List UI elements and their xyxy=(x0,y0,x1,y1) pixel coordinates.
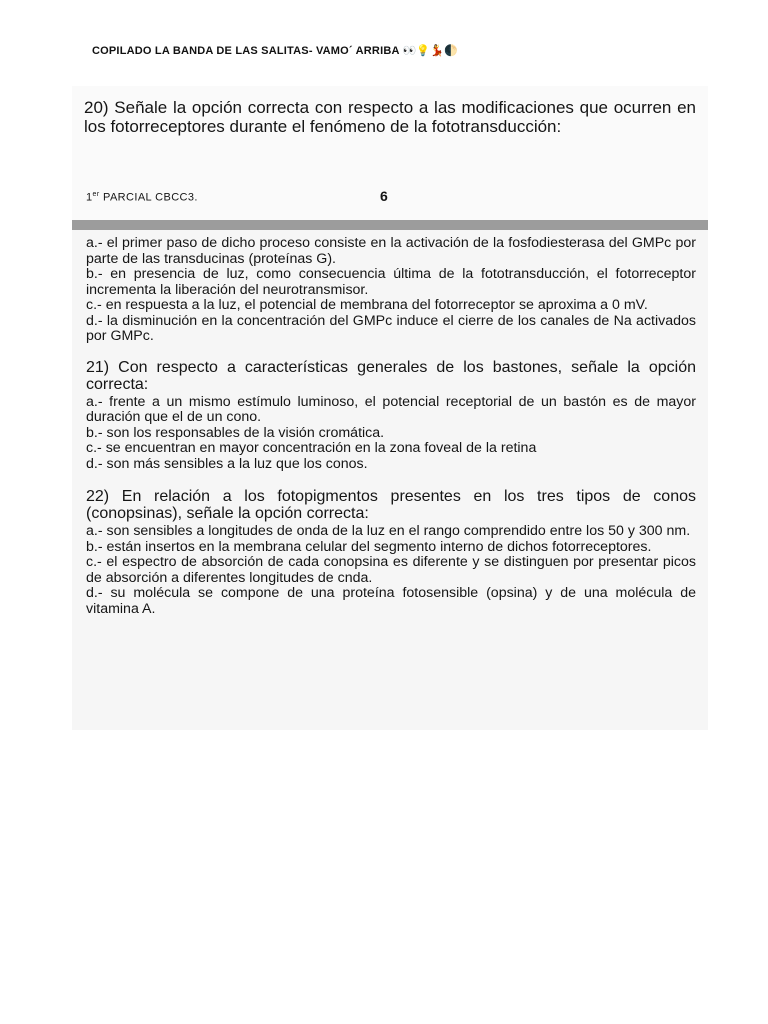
page-footer-label xyxy=(86,191,198,204)
page-number: 6 xyxy=(380,188,388,204)
question-22-option-d: d.- su molécula se compone de una proteína fotosensible (opsina) y de una molécula de vitamina A. xyxy=(86,585,696,617)
question-22-option-b: b.- están insertos en la membrana celular del segmento interno de dichos fotorreceptores. xyxy=(86,538,652,555)
question-21-option-b: b.- son los responsables de la visión cromática. xyxy=(86,424,385,441)
question-20-heading-block xyxy=(72,86,708,220)
question-20-option-a: a.- el primer paso de dicho proceso consiste en la activación de la fosfodiesterasa del GMPc por parte de las transducinas (proteínas G). xyxy=(86,235,696,267)
footer-label: PARCIAL CBCC3. xyxy=(99,191,198,204)
question-22-option-c: c.- el espectro de absorción de cada conopsina es diferente y se distinguen por presentar picos de absorción a diferentes longitudes de cnda. xyxy=(86,554,696,586)
question-20-option-c: c.- en respuesta a la luz, el potencial de membrana del fotorreceptor se aproxima a 0 mV. xyxy=(86,297,648,313)
question-21-option-a: a.- frente a un mismo estímulo luminoso, el potencial receptorial de un bastón es de mayor duración que el de un cono. xyxy=(86,393,696,425)
question-22-title: 22) En relación a los fotopigmentos presentes en los tres tipos de conos (conopsinas), señale la opción correcta: xyxy=(86,488,696,522)
footer-ordinal: 1 xyxy=(86,191,93,204)
question-21-option-c: c.- se encuentran en mayor concentración en la zona foveal de la retina xyxy=(86,440,537,456)
page-divider xyxy=(72,220,708,230)
footer-superscript: er xyxy=(92,191,100,198)
question-21-title: 21) Con respecto a características generales de los bastones, señale la opción correcta: xyxy=(86,358,696,393)
question-20-option-d: d.- la disminución en la concentración del GMPc induce el cierre de los canales de Na activados por GMPc. xyxy=(86,312,696,344)
questions-block xyxy=(72,230,708,730)
header-text: COPILADO LA BANDA DE LAS SALITAS- VAMO´ ARRIBA xyxy=(92,45,400,57)
question-20-title: 20) Señale la opción correcta con respecto a las modificaciones que ocurren en los fotorreceptores durante el fenómeno de la fototransducción: xyxy=(84,98,696,136)
question-20-option-b: b.- en presencia de luz, como consecuencia última de la fototransducción, el fotorreceptor incrementa la liberación del neurotransmisor. xyxy=(86,266,696,298)
header-emoji: 👀💡💃🌓 xyxy=(402,45,459,57)
question-21-option-d: d.- son más sensibles a la luz que los conos. xyxy=(86,455,368,472)
scanned-exam-page xyxy=(72,86,708,730)
question-22-option-a: a.- son sensibles a longitudes de onda de la luz en el rango comprendido entre los 50 y 300 nm. xyxy=(86,523,691,539)
document-header xyxy=(92,44,458,57)
